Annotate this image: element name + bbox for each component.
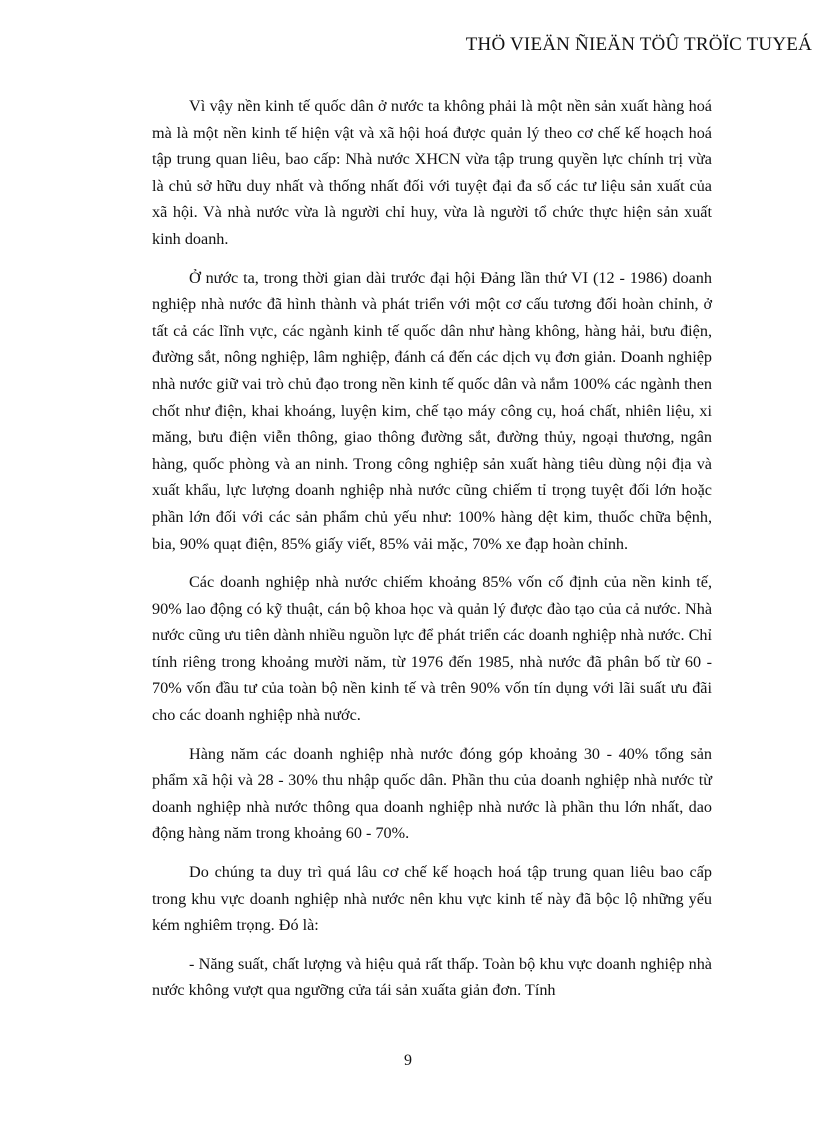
paragraph-2: Ở nước ta, trong thời gian dài trước đại hội Đảng lần thứ VI (12 - 1986) doanh nghiệp nhà nước đã hình thành và phát triển với một cơ cấu tương đối hoàn chỉnh, ở tất cả các lĩnh vực, các ngành kinh tế quốc dân như hàng không, hàng hải, bưu điện, đường sắt, nông nghiệp, lâm nghiệp, đánh cá đến các dịch vụ đơn giản. Doanh nghiệp nhà nước giữ vai trò chủ đạo trong nền kinh tế quốc dân và nắm 100% các ngành then chốt như điện, khai khoáng, luyện kim, chế tạo máy công cụ, hoá chất, nhiên liệu, xi măng, bưu điện viễn thông, giao thông đường sắt, đường thủy, ngoại thương, ngân hàng, quốc phòng và an ninh. Trong công nghiệp sản xuất hàng tiêu dùng nội địa và xuất khẩu, lực lượng doanh nghiệp nhà nước cũng chiếm tỉ trọng tuyệt đối lớn hoặc phần lớn đối với các sản phẩm chủ yếu như: 100% hàng dệt kim, thuốc chữa bệnh, bia, 90% quạt điện, 85% giấy viết, 85% vải mặc, 70% xe đạp hoàn chỉnh. <box>152 268 712 553</box>
paragraph-1: Vì vậy nền kinh tế quốc dân ở nước ta không phải là một nền sản xuất hàng hoá mà là một nền kinh tế hiện vật và xã hội hoá được quản lý theo cơ chế kế hoạch hoá tập trung quan liêu, bao cấp: Nhà nước XHCN vừa tập trung quyền lực chính trị vừa là chủ sở hữu duy nhất và thống nhất đối với tuyệt đại đa số các tư liệu sản xuất của xã hội. Và nhà nước vừa là người chỉ huy, vừa là người tổ chức thực hiện sản xuất kinh doanh. <box>152 97 712 248</box>
document-body <box>152 93 712 1016</box>
paragraph-3: Các doanh nghiệp nhà nước chiếm khoảng 85% vốn cố định của nền kinh tế, 90% lao động có kỹ thuật, cán bộ khoa học và quản lý được đào tạo của cả nước. Nhà nước cũng ưu tiên dành nhiều nguồn lực để phát triển các doanh nghiệp nhà nước. Chỉ tính riêng trong khoảng mười năm, từ 1976 đến 1985, nhà nước đã phân bố từ 60 - 70% vốn đầu tư của toàn bộ nền kinh tế và trên 90% vốn tín dụng với lãi suất ưu đãi cho các doanh nghiệp nhà nước. <box>152 573 712 725</box>
page-number: 9 <box>404 1052 412 1069</box>
paragraph-5: Do chúng ta duy trì quá lâu cơ chế kế hoạch hoá tập trung quan liêu bao cấp trong khu vực doanh nghiệp nhà nước nên khu vực kinh tế này đã bộc lộ những yếu kém nghiêm trọng. Đó là: <box>152 863 712 935</box>
running-header: THÖ VIEÄN ÑIEÄN TÖÛ TRÖÏC TUYEÁ <box>465 34 812 55</box>
paragraph-4: Hàng năm các doanh nghiệp nhà nước đóng góp khoảng 30 - 40% tổng sản phẩm xã hội và 28 - 30% thu nhập quốc dân. Phần thu của doanh nghiệp nhà nước từ doanh nghiệp nhà nước thông qua doanh nghiệp nhà nước là phần thu lớn nhất, dao động hàng năm trong khoảng 60 - 70%. <box>152 744 712 843</box>
paragraph-6: - Năng suất, chất lượng và hiệu quả rất thấp. Toàn bộ khu vực doanh nghiệp nhà nước không vượt qua ngưỡng cửa tái sản xuấta giản đơn. Tính <box>152 954 712 1000</box>
